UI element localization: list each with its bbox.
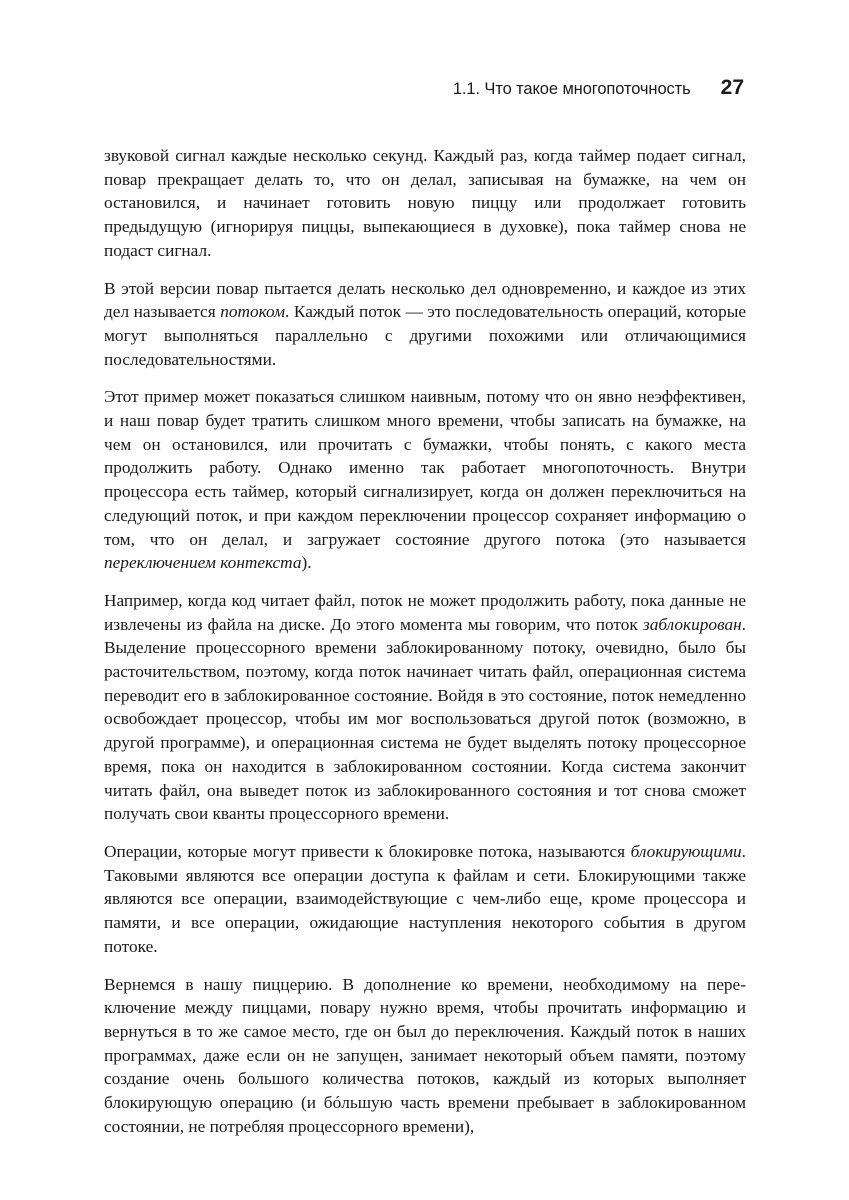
text-segment: Этот пример может показаться слишком наивным, потому что он явно неэффективен, и наш повар будет тратить слишком много времени, чтобы записать на бумажке, на чем он остановился, или прочитать с бумажки, чтобы понять, с какого места продолжить работу. Однако именно так работает многопоточность. Внутри процессора есть таймер, который сигнализирует, когда он должен переключиться на следующий поток, и при каждом переключении процессор сохраняет информацию о том, что он делал, и загружает состояние другого потока (это называется [104, 387, 746, 549]
running-header [104, 76, 744, 106]
text-segment: . Таковыми являются все операции доступа к файлам и сети. Блокирующими также являются все операции, взаимодействующие с чем-либо еще, кроме процессора и памяти, и все операции, ожидающие наступления некоторого события в другом потоке. [104, 841, 746, 956]
section-title: 1.1. Что такое многопоточность [452, 80, 691, 98]
text-segment: . Выделение процессорного времени заблокированному потоку, очевидно, было бы расточительством, поэтому, когда поток начинает читать файл, операционная система переводит его в заблокированное состояние. Войдя в это состояние, поток немедленно освобождает процессор, чтобы им мог воспользоваться другой поток (возможно, в другой программе), и операционная система не будет выделять потоку процессорное время, пока он находится в заблокированном состоянии. Когда система закончит читать файл, она выведет поток из заблокированного состояния и тот снова сможет получать свои кванты процессорного времени. [104, 614, 746, 824]
italic-term: блокирующими [630, 841, 742, 861]
body-text [104, 144, 746, 1152]
text-segment: Операции, которые могут привести к блокировке потока, называются [104, 841, 631, 861]
italic-term: переключением контекста [104, 553, 302, 573]
text-segment: звуковой сигнал каждые несколько секунд. Каждый раз, когда таймер подает сигнал, повар прекращает делать то, что он делал, записывая на бумажке, на чем он остановился, и начинает готовить новую пиццу или продолжает готовить предыдущую (игнорируя пиццы, выпекающиеся в духовке), пока таймер снова не подаст сигнал. [104, 146, 746, 260]
paragraph [104, 144, 746, 263]
text-segment: ). [301, 553, 312, 573]
page-number: 27 [720, 76, 744, 99]
italic-term: потоком [220, 302, 286, 322]
paragraph [104, 277, 746, 372]
text-segment: Вернемся в нашу пиццерию. В дополнение ко времени, необходимому на переключение между пиццами, повару нужно время, чтобы прочитать информацию и вернуться в то же самое место, где он был до переключения. Каждый поток в наших программах, даже если он не запущен, занимает некоторый объем памяти, поэтому создание очень большого количества потоков, каждый из которых выполняет блокирующую операцию (и бóльшую часть времени пребывает в заблокированном состоянии, не потребляя процессорного времени), [104, 974, 746, 1136]
paragraph [104, 589, 746, 826]
paragraph [104, 385, 746, 575]
text-segment: В этой версии повар пытается делать несколько дел одновременно, и каждое из этих дел называется [104, 278, 746, 322]
paragraph [104, 840, 746, 959]
paragraph [104, 973, 746, 1139]
text-segment: . Каждый поток — это последовательность операций, которые могут выполняться параллельно с другими похожими или отличающимися последовательностями. [104, 302, 746, 369]
text-segment: Например, когда код читает файл, поток не может продолжить работу, пока данные не извлечены из файла на диске. До этого момента мы говорим, что поток [104, 590, 746, 634]
italic-term: заблокирован [643, 614, 742, 634]
